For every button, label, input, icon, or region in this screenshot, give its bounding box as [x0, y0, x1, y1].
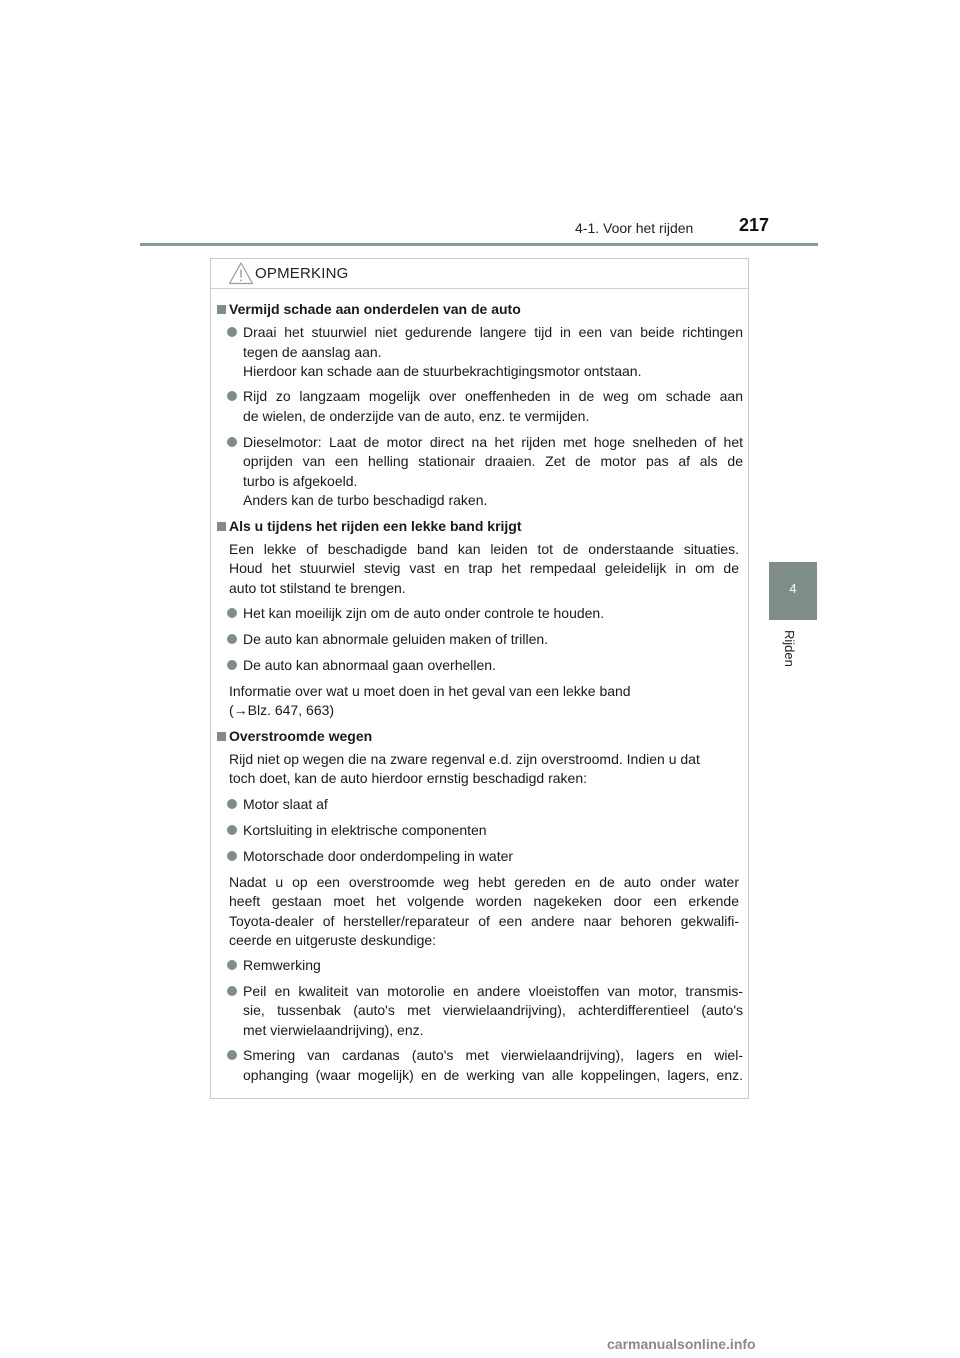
bullet-text: Rijd zo langzaam mogelijk over oneffenheden in de weg om schade aan — [243, 388, 743, 404]
bullet-text: sie, tussenbak (auto's met vierwielaandrijving), achterdifferentieel (auto's — [243, 1002, 743, 1018]
header-section-title: 4-1. Voor het rijden — [575, 220, 694, 236]
round-bullet — [227, 1050, 237, 1060]
square-bullet — [217, 732, 226, 741]
square-bullet — [217, 305, 226, 314]
bullet-text: Anders kan de turbo beschadigd raken. — [243, 492, 488, 508]
bullet-text: Het kan moeilijk zijn om de auto onder controle te houden. — [243, 605, 605, 621]
bullet-text: Dieselmotor: Laat de motor direct na het rijden met hoge snelheden of het — [243, 434, 743, 450]
section-heading: Overstroomde wegen — [229, 728, 373, 744]
bullet-text: oprijden van een helling stationair draaien. Zet de motor pas af als de — [243, 453, 743, 469]
round-bullet — [227, 986, 237, 996]
warning-triangle-icon — [228, 261, 254, 285]
round-bullet — [227, 825, 237, 835]
watermark-text: carmanualsonline.info — [607, 1336, 756, 1352]
bullet-text: turbo is afgekoeld. — [243, 473, 358, 489]
chapter-number: 4 — [789, 581, 797, 596]
square-bullet — [217, 522, 226, 531]
bullet-text: Peil en kwaliteit van motorolie en andere vloeistoffen van motor, transmis- — [243, 983, 743, 999]
round-bullet — [227, 327, 237, 337]
paragraph-text: ceerde en uitgeruste deskundige: — [229, 932, 437, 948]
bullet-text: Motor slaat af — [243, 796, 328, 812]
round-bullet — [227, 799, 237, 809]
bullet-text: De auto kan abnormaal gaan overhellen. — [243, 657, 496, 673]
bullet-text: Remwerking — [243, 957, 321, 973]
paragraph-text: Rijd niet op wegen die na zware regenval e.d. zijn overstroomd. Indien u dat — [229, 751, 700, 767]
paragraph-text: auto tot stilstand te brengen. — [229, 580, 406, 596]
section-heading: Vermijd schade aan onderdelen van de auto — [229, 301, 521, 317]
round-bullet — [227, 608, 237, 618]
paragraph-text: heeft gestaan moet het volgende worden nagekeken door een erkende — [229, 893, 739, 909]
notice-header — [211, 259, 748, 289]
paragraph-text: toch doet, kan de auto hierdoor ernstig beschadigd raken: — [229, 770, 588, 786]
bullet-text: ophanging (waar mogelijk) en de werking van alle koppelingen, lagers, enz. — [243, 1067, 743, 1083]
bullet-text: Hierdoor kan schade aan de stuurbekrachtigingsmotor ontstaan. — [243, 363, 642, 379]
section-heading: Als u tijdens het rijden een lekke band krijgt — [229, 518, 522, 534]
paragraph-text: Houd het stuurwiel stevig vast en trap het rempedaal geleidelijk in om de — [229, 560, 739, 576]
notice-title: OPMERKING — [255, 265, 349, 282]
bullet-text: Motorschade door onderdompeling in water — [243, 848, 514, 864]
bullet-text: de wielen, de onderzijde van de auto, enz. te vermijden. — [243, 408, 590, 424]
round-bullet — [227, 960, 237, 970]
chapter-tab — [769, 562, 817, 620]
paragraph-text: Nadat u op een overstroomde weg hebt gereden en de auto onder water — [229, 874, 739, 890]
round-bullet — [227, 634, 237, 644]
round-bullet — [227, 660, 237, 670]
round-bullet — [227, 391, 237, 401]
bullet-text: tegen de aanslag aan. — [243, 344, 382, 360]
bullet-text: Draai het stuurwiel niet gedurende langere tijd in een van beide richtingen — [243, 324, 743, 340]
notice-box — [210, 258, 749, 1099]
header-rule — [140, 243, 818, 246]
round-bullet — [227, 851, 237, 861]
round-bullet — [227, 437, 237, 447]
paragraph-text: Informatie over wat u moet doen in het geval van een lekke band — [229, 683, 631, 699]
bullet-text: Kortsluiting in elektrische componenten — [243, 822, 487, 838]
paragraph-text: Toyota-dealer of hersteller/reparateur of een andere naar behoren gekwalifi- — [229, 913, 739, 929]
page-reference: (→Blz. 647, 663) — [229, 702, 335, 718]
bullet-text: Smering van cardanas (auto's met vierwielaandrijving), lagers en wiel- — [243, 1047, 743, 1063]
chapter-label: Rijden — [782, 630, 797, 667]
paragraph-text: Een lekke of beschadigde band kan leiden tot de onderstaande situaties. — [229, 541, 739, 557]
page-number: 217 — [739, 215, 770, 235]
bullet-text: met vierwielaandrijving), enz. — [243, 1022, 424, 1038]
bullet-text: De auto kan abnormale geluiden maken of trillen. — [243, 631, 549, 647]
